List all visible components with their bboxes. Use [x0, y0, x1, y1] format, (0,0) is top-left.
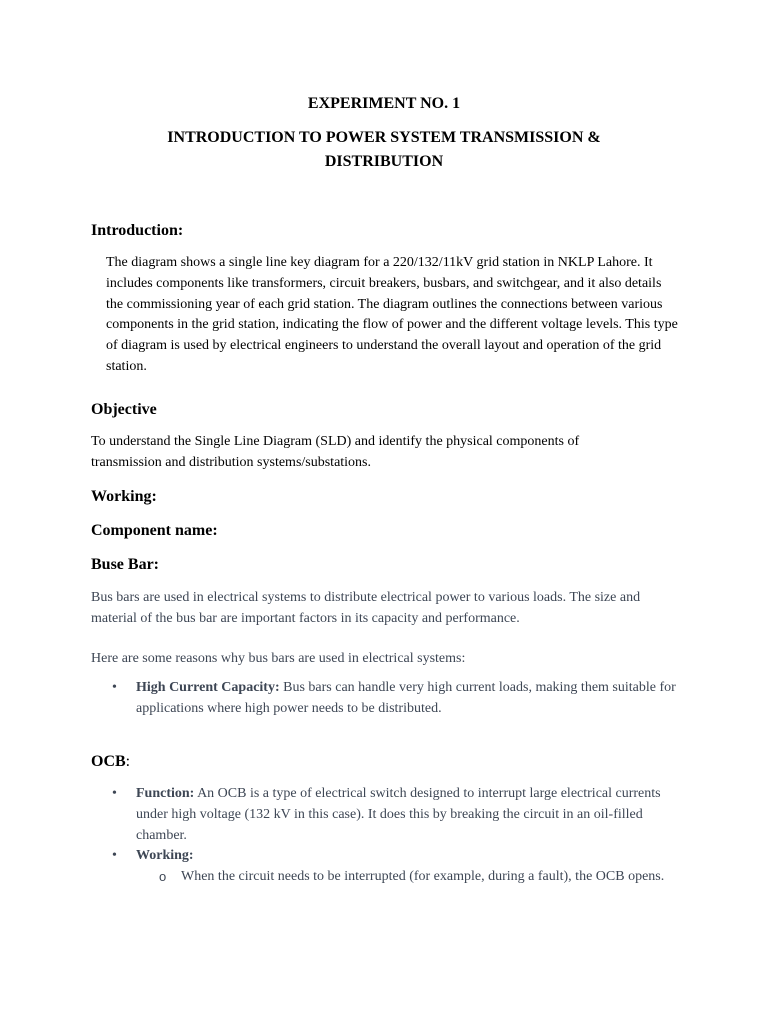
document-title: INTRODUCTION TO POWER SYSTEM TRANSMISSION & DISTRIBUTION: [167, 129, 601, 170]
ocb-heading-suffix: :: [125, 753, 131, 770]
objective-heading: Objective: [91, 401, 157, 418]
component-name-heading: Component name:: [91, 522, 218, 539]
bus-bar-reasons-intro: Here are some reasons why bus bars are used in electrical systems:: [91, 651, 466, 666]
bus-bar-heading: Buse Bar:: [91, 556, 159, 573]
bullet-marker: •: [112, 786, 117, 801]
bullet-text: Bus bars can handle very high current loads, making them suitable for applications where high power needs to be distributed.: [136, 680, 676, 716]
bus-bar-description: Bus bars are used in electrical systems to distribute electrical power to various loads. The size and material of the bus bar are important factors in its capacity and performance.: [91, 590, 641, 626]
ocb-heading-text: OCB: [91, 753, 126, 770]
bus-bar-bullet-list: [91, 678, 676, 720]
sub-bullet-text: When the circuit needs to be interrupted (for example, during a fault), the OCB opens.: [181, 869, 665, 885]
bullet-lead: Function:: [136, 786, 195, 801]
introduction-body: The diagram shows a single line key diagram for a 220/132/11kV grid station in NKLP Lahore. It includes components like transformers, circuit breakers, busbars, and switchgear, and it also details the commissioning year of each grid station. The diagram outlines the connections between various components in the grid station, indicating the flow of power and the different voltage levels. This type of diagram is used by electrical engineers to understand the overall layout and operation of the grid station.: [106, 255, 678, 374]
bullet-marker: •: [112, 680, 117, 695]
experiment-number: EXPERIMENT NO. 1: [307, 95, 461, 112]
ocb-bullet-list: [91, 784, 681, 888]
list-item: [91, 678, 676, 720]
sub-bullet-marker: o: [159, 869, 167, 885]
objective-body: To understand the Single Line Diagram (SLD) and identify the physical components of transmission and distribution systems/substations.: [91, 434, 580, 470]
list-item: [91, 846, 681, 867]
bullet-text: An OCB is a type of electrical switch designed to interrupt large electrical currents under high voltage (132 kV in this case). It does this by breaking the circuit in an oil-filled chamber.: [136, 786, 661, 843]
ocb-heading: [91, 751, 130, 773]
bullet-lead: Working:: [136, 848, 194, 864]
bullet-marker: •: [112, 848, 117, 864]
introduction-heading: Introduction:: [91, 222, 184, 239]
list-item: [91, 784, 681, 846]
sub-list-item: [91, 867, 681, 888]
bullet-lead: High Current Capacity:: [136, 680, 280, 695]
working-heading: Working:: [91, 488, 157, 505]
